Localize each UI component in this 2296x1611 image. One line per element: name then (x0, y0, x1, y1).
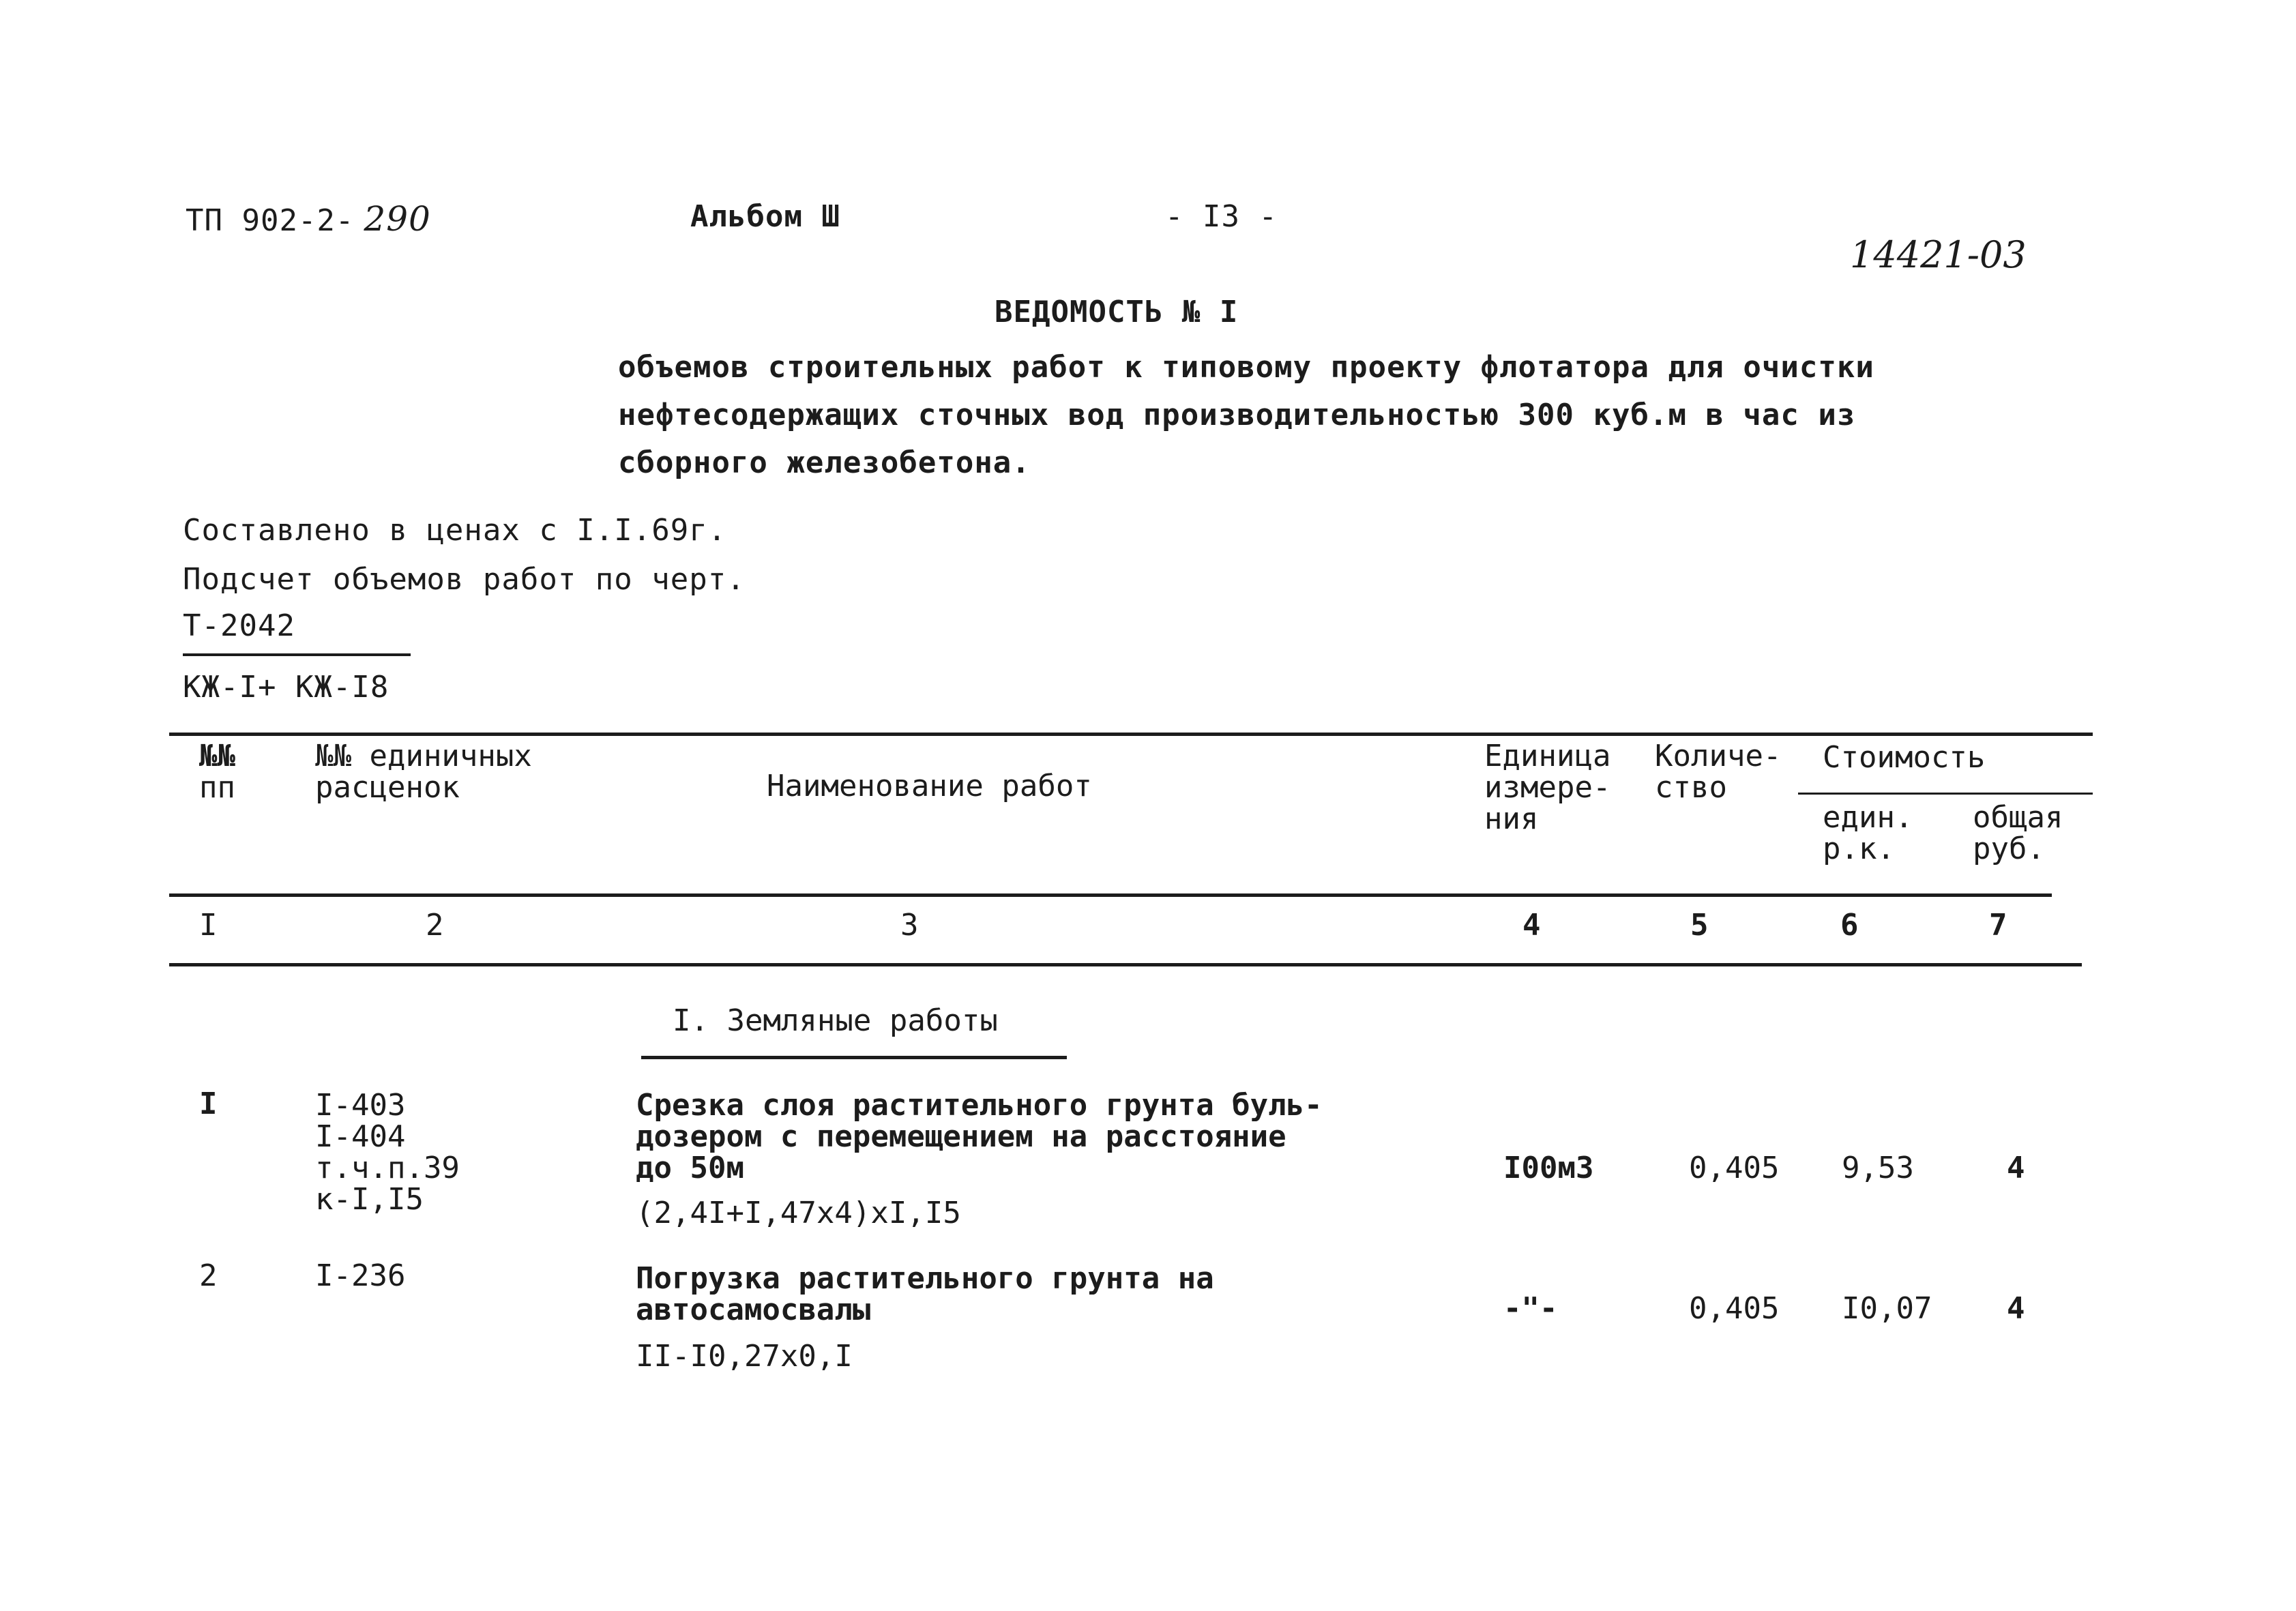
sheets-reference: КЖ-I+ КЖ-I8 (183, 670, 389, 705)
album-label: Альбом Ш (690, 199, 840, 234)
quantity: 0,405 (1689, 1151, 1780, 1185)
total-cost: 4 (2007, 1151, 2025, 1185)
work-name: Погрузка растительного грунта на автосамосвалы (636, 1261, 1214, 1327)
header-work-name: Наименование работ (767, 769, 1092, 803)
document-code-handwritten: 290 (364, 199, 431, 239)
row-number: I (199, 1087, 218, 1121)
document-code-prefix: ТП 902-2- (186, 203, 355, 238)
header-total-cost: общая руб. (1973, 800, 2063, 866)
unit-cost: I0,07 (1842, 1291, 1932, 1326)
column-numbers-rule (169, 963, 2082, 966)
column-number: 2 (426, 908, 444, 943)
volume-formula: II-I0,27х0,I (636, 1339, 853, 1374)
column-number: 4 (1522, 908, 1541, 943)
section-title-underline (641, 1056, 1067, 1059)
calculation-note: Подсчет объемов работ по черт. (183, 562, 746, 597)
header-cost: Стоимость (1823, 740, 1986, 775)
volume-formula: (2,4I+I,47х4)хI,I5 (636, 1196, 961, 1230)
column-number: 6 (1840, 908, 1859, 943)
description-line: объемов строительных работ к типовому проекту флотатора для очистки (618, 350, 1874, 385)
column-number: 7 (1989, 908, 2007, 943)
unit-of-measure: I00м3 (1503, 1151, 1594, 1185)
row-number: 2 (199, 1258, 218, 1293)
price-basis-note: Составлено в ценах с I.I.69г. (183, 513, 727, 548)
statement-description (618, 344, 1874, 487)
page-number: - I3 - (1165, 199, 1278, 234)
header-unit: Единица измере- ния (1484, 739, 1611, 836)
statement-title: ВЕДОМОСТЬ № I (995, 295, 1239, 329)
drawing-reference: Т-2042 (183, 608, 295, 643)
header-bottom-rule (169, 893, 2052, 897)
description-line: нефтесодержащих сточных вод производительностью 300 куб.м в час из (618, 398, 1856, 432)
column-number: 5 (1690, 908, 1709, 943)
header-rate-number: №№ единичных расценок (315, 739, 532, 805)
column-number: 3 (900, 908, 919, 943)
description-line: сборного железобетона. (618, 445, 1031, 480)
document-code (186, 199, 431, 239)
quantity: 0,405 (1689, 1291, 1780, 1326)
section-title: I. Земляные работы (673, 1003, 998, 1038)
column-number: I (199, 908, 218, 943)
drawing-reference-underline (183, 653, 411, 656)
unit-cost: 9,53 (1842, 1151, 1914, 1185)
header-row-number: №№ пп (199, 739, 235, 805)
header-quantity: Количе- ство (1655, 739, 1782, 805)
total-cost: 4 (2007, 1291, 2025, 1326)
header-cost-divider (1798, 793, 2093, 795)
table-top-rule (169, 733, 2093, 736)
work-name: Срезка слоя растительного грунта буль- дозером с перемещением на расстояние до 50м (636, 1088, 1323, 1185)
header-unit-cost: един. р.к. (1823, 800, 1913, 866)
rate-reference: I-236 (315, 1258, 406, 1293)
unit-of-measure: -"- (1503, 1291, 1558, 1326)
rate-reference: I-403 I-404 т.ч.п.39 к-I,I5 (315, 1088, 460, 1217)
archive-number: 14421-03 (1850, 233, 2027, 276)
